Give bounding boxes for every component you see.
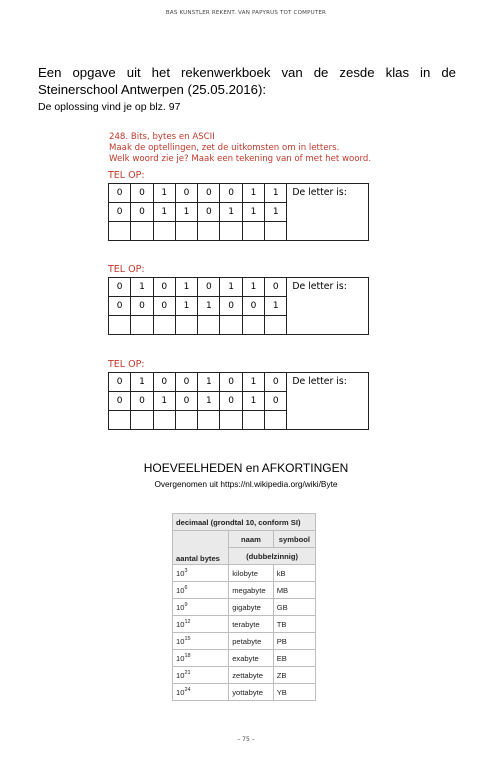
bit-cell: 1 <box>265 203 287 222</box>
answer-box: De letter is: <box>287 184 369 241</box>
bit-cell: 1 <box>153 203 175 222</box>
symbol-cell: kB <box>273 565 315 582</box>
exercise-title-line-1: 248. Bits, bytes en ASCII <box>109 132 215 142</box>
bit-cell <box>109 316 131 335</box>
bit-cell: 1 <box>242 203 264 222</box>
bit-cell: 0 <box>109 373 131 392</box>
bit-cell <box>153 316 175 335</box>
bit-row <box>109 373 369 392</box>
exercise-title-line-2: Maak de optellingen, zet de uitkomsten om in letters. <box>109 143 340 153</box>
bit-cell: 0 <box>220 392 242 411</box>
base: 10 <box>176 602 185 612</box>
bit-cell: 0 <box>153 278 175 297</box>
bit-cell: 0 <box>198 203 220 222</box>
bit-cell: 1 <box>131 278 153 297</box>
table-row <box>173 684 316 701</box>
units-caption-row <box>173 514 316 531</box>
tel-op-label: TEL OP: <box>108 170 145 181</box>
bit-cell <box>198 411 220 430</box>
bit-cell: 0 <box>131 297 153 316</box>
answer-box: De letter is: <box>287 373 369 430</box>
exercise-scan <box>104 130 390 437</box>
bit-cell <box>242 411 264 430</box>
bit-cell: 0 <box>198 278 220 297</box>
base: 10 <box>176 687 185 697</box>
bit-cell: 1 <box>242 278 264 297</box>
bytes-cell <box>173 565 229 582</box>
name-cell: zettabyte <box>229 667 274 684</box>
bit-cell: 0 <box>109 203 131 222</box>
table-row <box>173 599 316 616</box>
bytes-cell <box>173 667 229 684</box>
bytes-cell <box>173 599 229 616</box>
bit-cell <box>242 222 264 241</box>
bit-cell <box>265 222 287 241</box>
bit-cell <box>220 316 242 335</box>
bit-cell: 0 <box>198 184 220 203</box>
bit-cell <box>175 222 197 241</box>
name-cell: kilobyte <box>229 565 274 582</box>
symbol-cell: GB <box>273 599 315 616</box>
section-source: Overgenomen uit https://nl.wikipedia.org/wiki/Byte <box>154 479 338 489</box>
bit-cell <box>220 222 242 241</box>
symbol-cell: PB <box>273 633 315 650</box>
bit-cell <box>265 316 287 335</box>
exponent: 9 <box>184 601 188 608</box>
exponent: 21 <box>184 669 191 676</box>
col-header-symbol: symbool <box>273 531 315 548</box>
base: 10 <box>176 568 185 578</box>
bit-cell: 0 <box>175 184 197 203</box>
bit-cell: 0 <box>153 373 175 392</box>
bytes-cell <box>173 633 229 650</box>
bit-cell <box>220 411 242 430</box>
answer-box: De letter is: <box>287 278 369 335</box>
bit-row <box>109 184 369 203</box>
exponent: 6 <box>184 584 188 591</box>
base: 10 <box>176 585 185 595</box>
bit-cell: 1 <box>265 297 287 316</box>
bit-cell: 0 <box>265 373 287 392</box>
running-header: BAS KUNSTLER REKENT. VAN PAPYRUS TOT COMPUTER <box>165 10 327 16</box>
exponent: 24 <box>184 686 191 693</box>
symbol-cell: TB <box>273 616 315 633</box>
bit-cell: 1 <box>175 297 197 316</box>
bit-cell: 0 <box>175 373 197 392</box>
bit-cell: 0 <box>242 297 264 316</box>
col-subheader: (dubbelzinnig) <box>229 548 316 565</box>
name-cell: exabyte <box>229 650 274 667</box>
col-header-bytes: aantal bytes <box>173 531 229 565</box>
bit-cell <box>153 222 175 241</box>
bytes-cell <box>173 650 229 667</box>
bit-cell: 0 <box>265 278 287 297</box>
bit-row <box>109 278 369 297</box>
col-header-name: naam <box>229 531 274 548</box>
bytes-cell <box>173 684 229 701</box>
name-cell: yottabyte <box>229 684 274 701</box>
bit-cell: 1 <box>153 184 175 203</box>
tel-op-label: TEL OP: <box>108 359 145 370</box>
bit-cell <box>131 411 153 430</box>
units-header-row <box>173 531 316 548</box>
bytes-cell <box>173 582 229 599</box>
bit-cell: 0 <box>131 203 153 222</box>
exponent: 15 <box>184 635 191 642</box>
bit-cell: 1 <box>265 184 287 203</box>
bit-cell <box>131 316 153 335</box>
bit-cell <box>153 411 175 430</box>
table-row <box>173 650 316 667</box>
table-row <box>173 582 316 599</box>
bit-cell: 0 <box>220 373 242 392</box>
bit-cell: 0 <box>131 392 153 411</box>
bit-cell: 0 <box>153 297 175 316</box>
bit-cell: 1 <box>220 203 242 222</box>
bit-cell <box>175 411 197 430</box>
bit-cell: 0 <box>109 184 131 203</box>
bit-cell: 1 <box>198 392 220 411</box>
table-row <box>173 616 316 633</box>
bit-grid-1 <box>108 183 369 241</box>
symbol-cell: ZB <box>273 667 315 684</box>
exponent: 3 <box>184 567 188 574</box>
exercise-title-line-3: Welk woord zie je? Maak een tekening van of met het woord. <box>109 154 372 164</box>
bit-cell: 0 <box>265 392 287 411</box>
base: 10 <box>176 670 185 680</box>
bit-grid-3 <box>108 372 369 430</box>
bit-cell: 0 <box>109 297 131 316</box>
name-cell: terabyte <box>229 616 274 633</box>
bytes-cell <box>173 616 229 633</box>
bit-cell <box>198 316 220 335</box>
tel-op-label: TEL OP: <box>108 264 145 275</box>
bit-cell: 1 <box>220 278 242 297</box>
base: 10 <box>176 653 185 663</box>
bit-cell <box>109 222 131 241</box>
bit-cell: 0 <box>175 392 197 411</box>
bit-cell: 1 <box>242 373 264 392</box>
symbol-cell: MB <box>273 582 315 599</box>
name-cell: petabyte <box>229 633 274 650</box>
units-caption: decimaal (grondtal 10, conform SI) <box>173 514 316 531</box>
table-row <box>173 667 316 684</box>
name-cell: megabyte <box>229 582 274 599</box>
base: 10 <box>176 619 185 629</box>
bit-cell: 1 <box>198 297 220 316</box>
symbol-cell: YB <box>273 684 315 701</box>
section-title: HOEVEELHEDEN en AFKORTINGEN <box>143 461 349 475</box>
bit-cell: 1 <box>242 392 264 411</box>
page-number: – 75 – <box>237 736 255 743</box>
symbol-cell: EB <box>273 650 315 667</box>
exponent: 18 <box>184 652 191 659</box>
bit-cell: 0 <box>109 392 131 411</box>
bit-cell: 1 <box>198 373 220 392</box>
bit-cell <box>175 316 197 335</box>
bit-cell <box>198 222 220 241</box>
bit-cell <box>109 411 131 430</box>
intro-paragraph: Een opgave uit het rekenwerkboek van de zesde klas in de Steinerschool Antwerpen (25.05.2016): <box>38 65 456 97</box>
base: 10 <box>176 636 185 646</box>
bit-cell <box>131 222 153 241</box>
bit-cell <box>242 316 264 335</box>
exponent: 12 <box>184 618 191 625</box>
units-table <box>172 513 316 701</box>
intro-subtext: De oplossing vind je op blz. 97 <box>38 101 181 113</box>
bit-cell: 0 <box>109 278 131 297</box>
bit-cell: 1 <box>175 203 197 222</box>
bit-cell: 0 <box>131 184 153 203</box>
bit-cell: 1 <box>153 392 175 411</box>
table-row <box>173 633 316 650</box>
table-row <box>173 565 316 582</box>
bit-cell: 0 <box>220 297 242 316</box>
bit-cell: 1 <box>131 373 153 392</box>
bit-grid-2 <box>108 277 369 335</box>
bit-cell: 1 <box>242 184 264 203</box>
bit-cell: 0 <box>220 184 242 203</box>
bit-cell: 1 <box>175 278 197 297</box>
bit-cell <box>265 411 287 430</box>
name-cell: gigabyte <box>229 599 274 616</box>
